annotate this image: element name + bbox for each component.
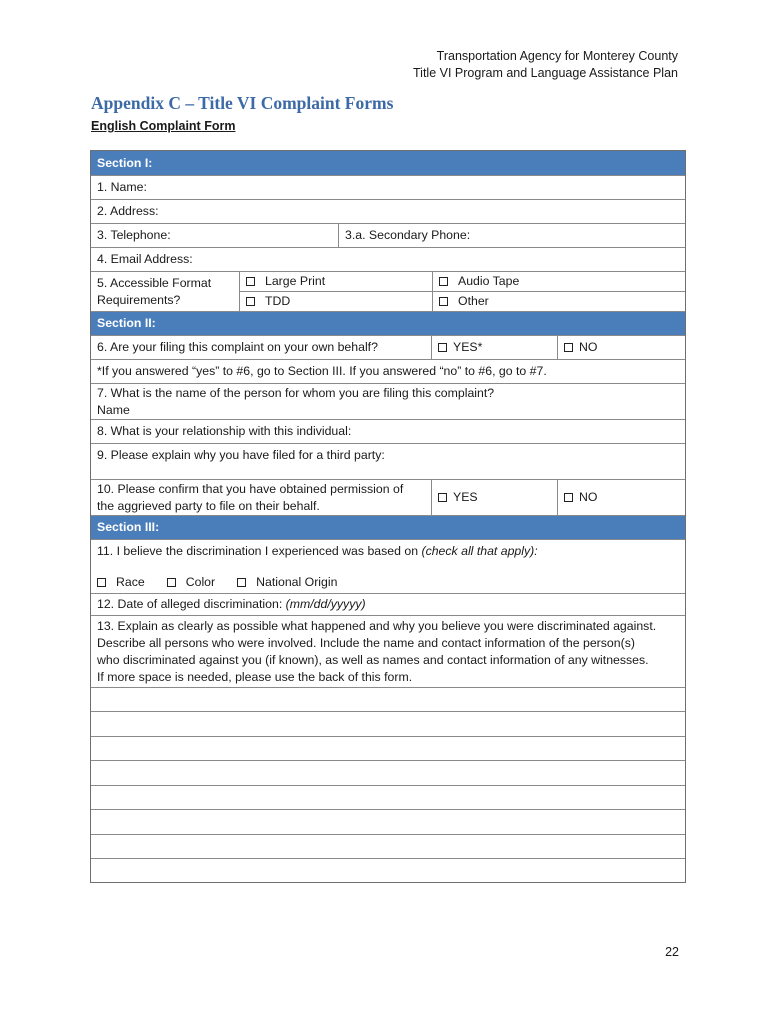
q6-label: 6. Are your filing this complaint on your own behalf? [97,340,378,354]
q8-row[interactable] [91,419,685,443]
q6-note: *If you answered “yes” to #6, go to Section III. If you answered “no” to #6, go to #7. [97,364,547,378]
format-label [91,272,239,311]
q11-question [97,543,538,560]
q12-row[interactable] [91,593,685,615]
q13-line3: who discriminated against you (if known), as well as names and contact information of any witnesses. [97,653,649,667]
secondary-phone-field[interactable] [338,224,685,247]
q6-yes-label: YES* [453,340,483,354]
audio-tape-label: Audio Tape [458,274,520,288]
q6-yes-option[interactable] [431,336,557,359]
q6-no-option[interactable] [557,336,685,359]
name-label: 1. Name: [97,180,147,194]
q10-line1: 10. Please confirm that you have obtained permission of [97,481,404,496]
q10-no-option[interactable] [557,480,685,515]
q10-no-label: NO [579,490,598,504]
q8-label: 8. What is your relationship with this individual: [97,424,352,438]
q13-line2: Describe all persons who were involved. Include the name and contact information of the person(s) [97,636,635,650]
large-print-option[interactable] [240,272,432,291]
q7-name-label: Name [97,402,130,417]
q10-no-checkbox[interactable] [564,493,573,502]
other-option[interactable] [433,291,685,311]
q6-note-row [91,359,685,383]
answer-line[interactable] [91,834,685,858]
q10-yes-checkbox[interactable] [438,493,447,502]
document-header [413,48,678,82]
color-checkbox[interactable] [167,578,176,587]
national-origin-checkbox[interactable] [237,578,246,587]
q10-line2: the aggrieved party to file on their behalf. [97,498,320,513]
telephone-field[interactable] [91,224,338,247]
format-label-line2: Requirements? [97,292,181,307]
telephone-row [91,223,685,247]
answer-line[interactable] [91,809,685,834]
answer-line[interactable] [91,711,685,736]
q13-row [91,615,685,687]
q6-row [91,335,685,359]
answer-line[interactable] [91,785,685,809]
q6-no-label: NO [579,340,598,354]
large-print-checkbox[interactable] [246,277,255,286]
color-option[interactable] [167,574,215,591]
page-number: 22 [665,945,679,959]
telephone-label: 3. Telephone: [97,228,171,242]
q11-label: 11. I believe the discrimination I experienced was based on [97,544,419,558]
audio-tape-option[interactable] [433,272,685,291]
section-3-heading: Section III: [97,520,160,534]
tdd-checkbox[interactable] [246,297,255,306]
answer-line[interactable] [91,736,685,760]
q13-line4: If more space is needed, please use the back of this form. [97,670,413,684]
audio-tape-checkbox[interactable] [439,277,448,286]
secondary-phone-label: 3.a. Secondary Phone: [345,228,471,242]
header-agency: Transportation Agency for Monterey County [436,49,678,63]
name-row[interactable] [91,175,685,199]
color-label: Color [185,575,216,589]
q11-options [97,574,359,591]
q12-format: (mm/dd/yyyyy) [285,597,366,611]
section-1-header [91,151,685,175]
complaint-form [90,150,686,883]
race-checkbox[interactable] [97,578,106,587]
address-row[interactable] [91,199,685,223]
q11-row [91,539,685,593]
q12-cell [91,594,372,615]
q7-label [91,384,500,419]
q7-question: 7. What is the name of the person for whom you are filing this complaint? [97,385,495,400]
q9-row[interactable] [91,443,685,479]
tdd-option[interactable] [240,291,432,311]
answer-line[interactable] [91,858,685,882]
q6-yes-checkbox[interactable] [438,343,447,352]
q6-no-checkbox[interactable] [564,343,573,352]
form-subtitle: English Complaint Form [91,119,236,133]
q10-row [91,479,685,515]
q10-yes-label: YES [453,490,478,504]
format-label-line1: 5. Accessible Format [97,275,212,290]
q12-label: 12. Date of alleged discrimination: [97,597,283,611]
q7-row[interactable] [91,383,685,419]
answer-line[interactable] [91,760,685,785]
q11-instruction: (check all that apply): [421,544,538,558]
q13-line1: 13. Explain as clearly as possible what happened and why you believe you were discriminated against. [97,619,657,633]
tdd-label: TDD [265,294,291,308]
q9-label: 9. Please explain why you have filed for a third party: [97,448,385,462]
large-print-label: Large Print [265,274,326,288]
q11-cell [91,540,544,593]
answer-line[interactable] [91,687,685,711]
national-origin-option[interactable] [237,574,337,591]
q13-label [91,616,662,687]
section-1-heading: Section I: [97,155,153,170]
national-origin-label: National Origin [256,575,338,589]
section-2-header [91,311,685,335]
section-3-header [91,515,685,539]
other-label: Other [458,294,489,308]
format-row [91,271,685,311]
email-row[interactable] [91,247,685,271]
race-label: Race [116,575,145,589]
address-label: 2. Address: [97,204,159,218]
header-program: Title VI Program and Language Assistance Plan [413,66,678,80]
email-label: 4. Email Address: [97,252,193,266]
q10-label [91,480,431,515]
section-2-heading: Section II: [97,316,156,330]
race-option[interactable] [97,574,145,591]
other-checkbox[interactable] [439,297,448,306]
q10-yes-option[interactable] [431,480,557,515]
page-title: Appendix C – Title VI Complaint Forms [91,93,394,113]
